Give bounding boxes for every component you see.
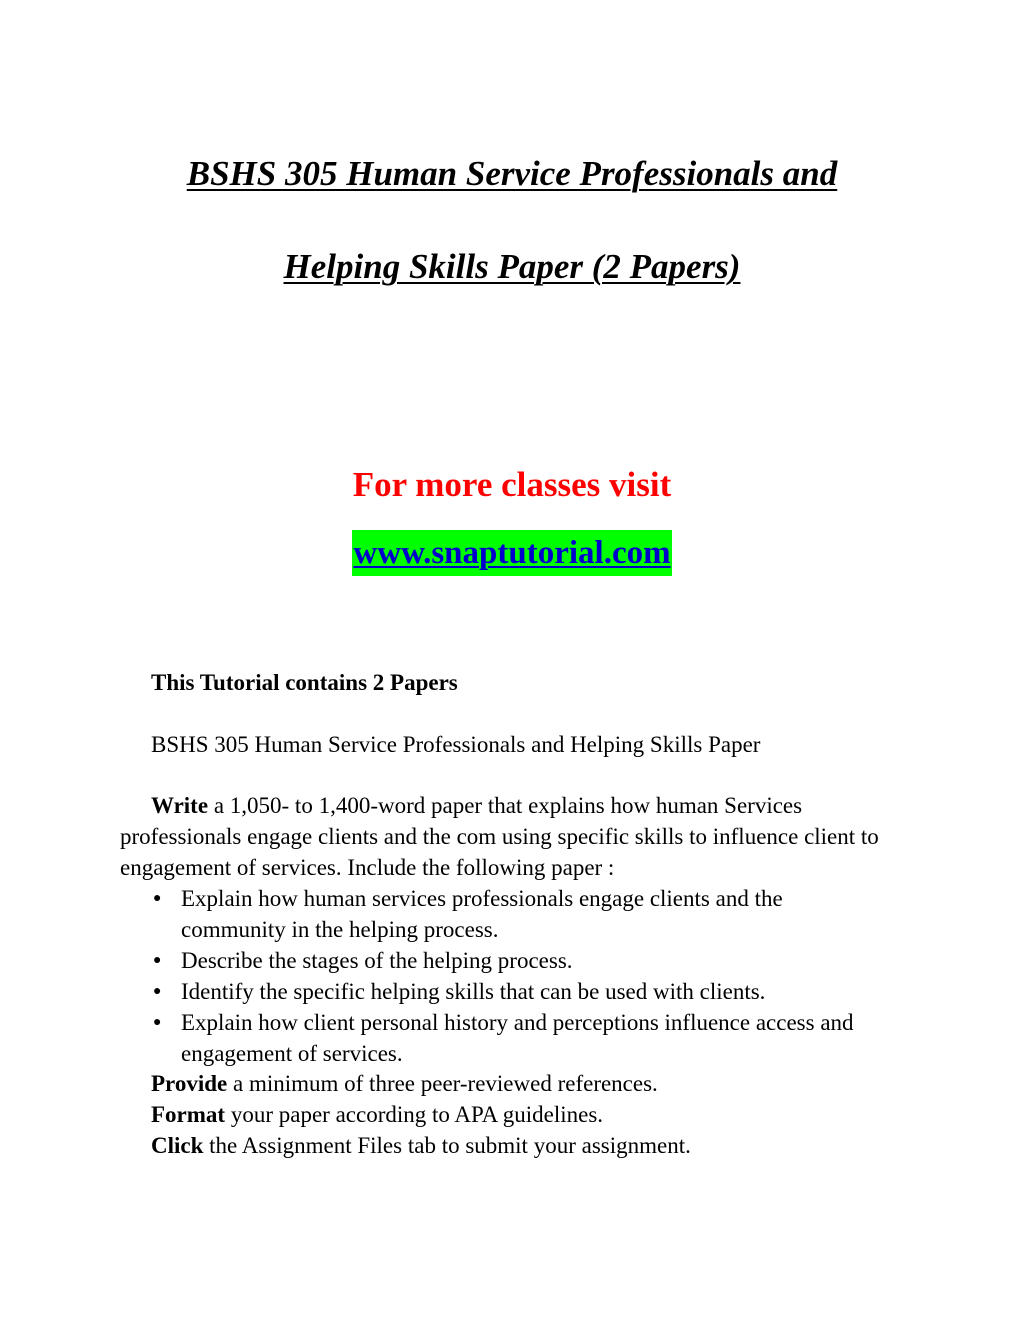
instruction-keyword: Click: [151, 1133, 204, 1158]
bullet-icon: ●: [153, 984, 162, 999]
bullet-icon: ●: [153, 953, 162, 968]
list-item-text: Identify the specific helping skills that can be used with clients.: [181, 979, 766, 1004]
instruction-format: [151, 1099, 691, 1130]
list-item: [151, 945, 891, 976]
list-item: [151, 883, 891, 945]
instruction-provide: [151, 1068, 691, 1099]
list-item-text: Explain how client personal history and perceptions influence access and engagement of services.: [181, 1010, 854, 1066]
instructions-list: [151, 1068, 691, 1161]
instruction-click: [151, 1130, 691, 1161]
promo-link-container: [0, 530, 1024, 576]
instruction-text: the Assignment Files tab to submit your assignment.: [203, 1133, 691, 1158]
requirements-list: [151, 883, 891, 1069]
bullet-icon: ●: [153, 891, 162, 906]
write-text: a 1,050- to 1,400-word paper that explains how human Services professionals engage clients and the com using specific skills to influence client to engagement of services. Include the following paper :: [120, 793, 879, 880]
write-paragraph: [120, 790, 920, 883]
instruction-keyword: Provide: [151, 1071, 228, 1096]
title-line-2-text: Helping Skills Paper (2 Papers): [283, 247, 741, 286]
paper-title: BSHS 305 Human Service Professionals and Helping Skills Paper: [151, 732, 761, 757]
snaptutorial-link[interactable]: www.snaptutorial.com: [352, 530, 671, 576]
document-title-line-2: [0, 247, 1024, 287]
list-item-text: Explain how human services professionals engage clients and the community in the helping process.: [181, 886, 783, 942]
intro-heading: This Tutorial contains 2 Papers: [151, 670, 458, 695]
instruction-text: a minimum of three peer-reviewed references.: [227, 1071, 658, 1096]
document-title-line-1: [0, 154, 1024, 194]
promo-text: For more classes visit: [352, 465, 672, 504]
list-item: [151, 976, 891, 1007]
write-keyword: Write: [151, 793, 209, 818]
instruction-text: your paper according to APA guidelines.: [225, 1102, 604, 1127]
list-item-text: Describe the stages of the helping process.: [181, 948, 573, 973]
bullet-icon: ●: [153, 1015, 162, 1030]
title-line-1-text: BSHS 305 Human Service Professionals and: [186, 154, 838, 193]
instruction-keyword: Format: [151, 1102, 226, 1127]
list-item: [151, 1007, 891, 1069]
